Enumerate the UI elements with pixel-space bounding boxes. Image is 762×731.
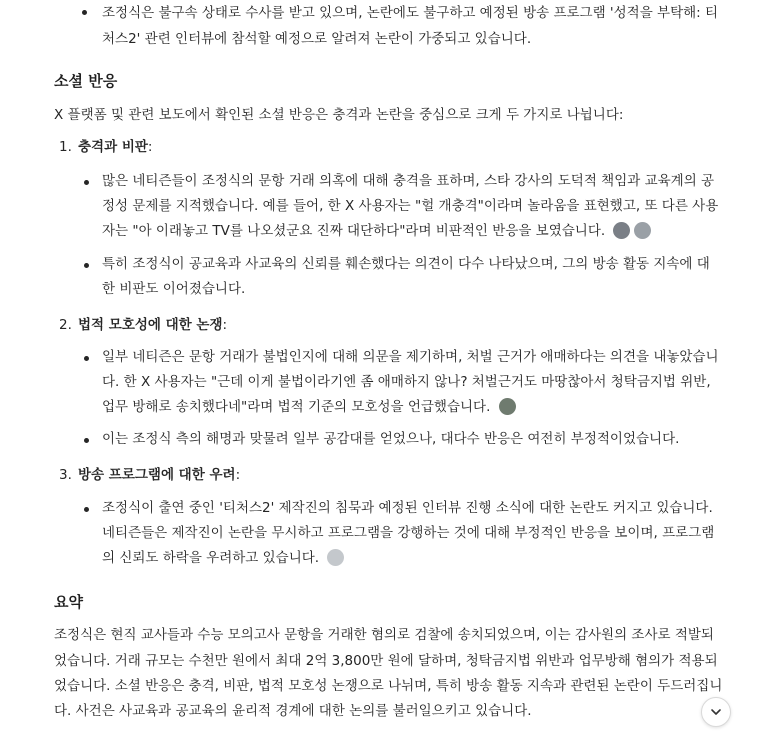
bullet-line: 이는 조정식 측의 해명과 맞물려 일부 공감대를 얻었으나, 대다수 반응은 여전히 부정적이었습니다.	[102, 431, 680, 447]
list-item-title	[78, 135, 152, 160]
list-item-title	[78, 463, 240, 488]
bullet-line	[102, 546, 344, 571]
bullet-line-text: 의 신뢰도 하락을 우려하고 있습니다.	[102, 550, 320, 566]
item-title-text: 충격과 비판	[78, 139, 148, 155]
top-bullet-line-2: 처스2' 관련 인터뷰에 참석할 예정으로 알려져 논란이 가중되고 있습니다.	[102, 31, 532, 47]
bullet-dot	[84, 507, 89, 512]
list-number: 2.	[59, 317, 72, 333]
bullet-dot	[84, 356, 89, 361]
bullet-line: 정성 문제를 지적했습니다. 예를 들어, 한 X 사용자는 "헐 개충격"이라며 놀라움을 표현했고, 또 다른 사용	[102, 198, 719, 214]
summary-line: 조정식은 현직 교사들과 수능 모의고사 문항을 거래한 혐의로 검찰에 송치되었으며, 이는 감사원의 조사로 적발되	[54, 627, 714, 643]
item-title-colon: :	[222, 317, 228, 333]
top-bullet-line-1: 조정식은 불구속 상태로 수사를 받고 있으며, 논란에도 불구하고 예정된 방송 프로그램 '성적을 부탁해: 티	[102, 5, 719, 21]
bullet-dot	[82, 10, 87, 15]
chevron-down-icon	[709, 705, 723, 719]
bullet-dot	[84, 263, 89, 268]
social-intro: X 플랫폼 및 관련 보도에서 확인된 소셜 반응은 충격과 논란을 중심으로 크게 두 가지로 나뉩니다:	[54, 107, 624, 123]
bullet-line-text: 업무 방해로 송치했다네"라며 법적 기준의 모호성을 언급했습니다.	[102, 399, 491, 415]
source-avatar-icon[interactable]	[613, 222, 630, 239]
bullet-line: 많은 네티즌들이 조정식의 문항 거래 의혹에 대해 충격을 표하며, 스타 강사의 도덕적 책임과 교육계의 공	[102, 173, 715, 189]
summary-line: 었습니다. 소셜 반응은 충격, 비판, 법적 모호성 논쟁으로 나뉘며, 특히 방송 활동 지속과 관련된 논란이 두드러집니	[54, 678, 723, 694]
bullet-line: 일부 네티즌은 문항 거래가 불법인지에 대해 의문을 제기하며, 처벌 근거가 애매하다는 의견을 내놓았습니	[102, 349, 719, 365]
list-number: 3.	[59, 467, 72, 483]
bullet-line: 특히 조정식이 공교육과 사교육의 신뢰를 훼손했다는 의견이 다수 나타났으며, 그의 방송 활동 지속에 대	[102, 256, 710, 272]
summary-line: 다. 사건은 사교육과 공교육의 윤리적 경계에 대한 논의를 불러일으키고 있습니다.	[54, 703, 532, 719]
bullet-line: 한 비판도 이어졌습니다.	[102, 281, 246, 297]
bullet-line: 네티즌들은 제작진이 논란을 무시하고 프로그램을 강행하는 것에 대해 부정적인 반응을 보이며, 프로그램	[102, 525, 715, 541]
item-title-colon: :	[147, 139, 153, 155]
list-item-title	[78, 313, 227, 338]
list-number: 1.	[59, 139, 72, 155]
bullet-line-text: 자는 "아 이래놓고 TV를 나오셨군요 진짜 대단하다"라며 비판적인 반응을 보였습니다.	[102, 223, 606, 239]
bullet-dot	[84, 180, 89, 185]
source-avatar-icon[interactable]	[327, 549, 344, 566]
source-avatar-icon[interactable]	[634, 222, 651, 239]
scroll-to-bottom-button[interactable]	[701, 697, 731, 727]
item-title-text: 법적 모호성에 대한 논쟁	[78, 317, 223, 333]
bullet-line: 조정식이 출연 중인 '티처스2' 제작진의 침묵과 예정된 인터뷰 진행 소식에 대한 논란도 커지고 있습니다.	[102, 500, 713, 516]
source-avatar-icon[interactable]	[499, 398, 516, 415]
summary-heading: 요약	[54, 593, 83, 611]
summary-line: 었습니다. 거래 규모는 수천만 원에서 최대 2억 3,800만 원에 달하며, 청탁금지법 위반과 업무방해 혐의가 적용되	[54, 653, 718, 669]
item-title-colon: :	[235, 467, 241, 483]
social-heading: 소셜 반응	[54, 72, 118, 90]
bullet-dot	[84, 438, 89, 443]
bullet-line	[102, 219, 651, 244]
bullet-line: 다. 한 X 사용자는 "근데 이게 불법이라기엔 좀 애매하지 않나? 처벌근거도 마땅찮아서 청탁금지법 위반,	[102, 374, 711, 390]
item-title-text: 방송 프로그램에 대한 우려	[78, 467, 236, 483]
bullet-line	[102, 395, 516, 420]
